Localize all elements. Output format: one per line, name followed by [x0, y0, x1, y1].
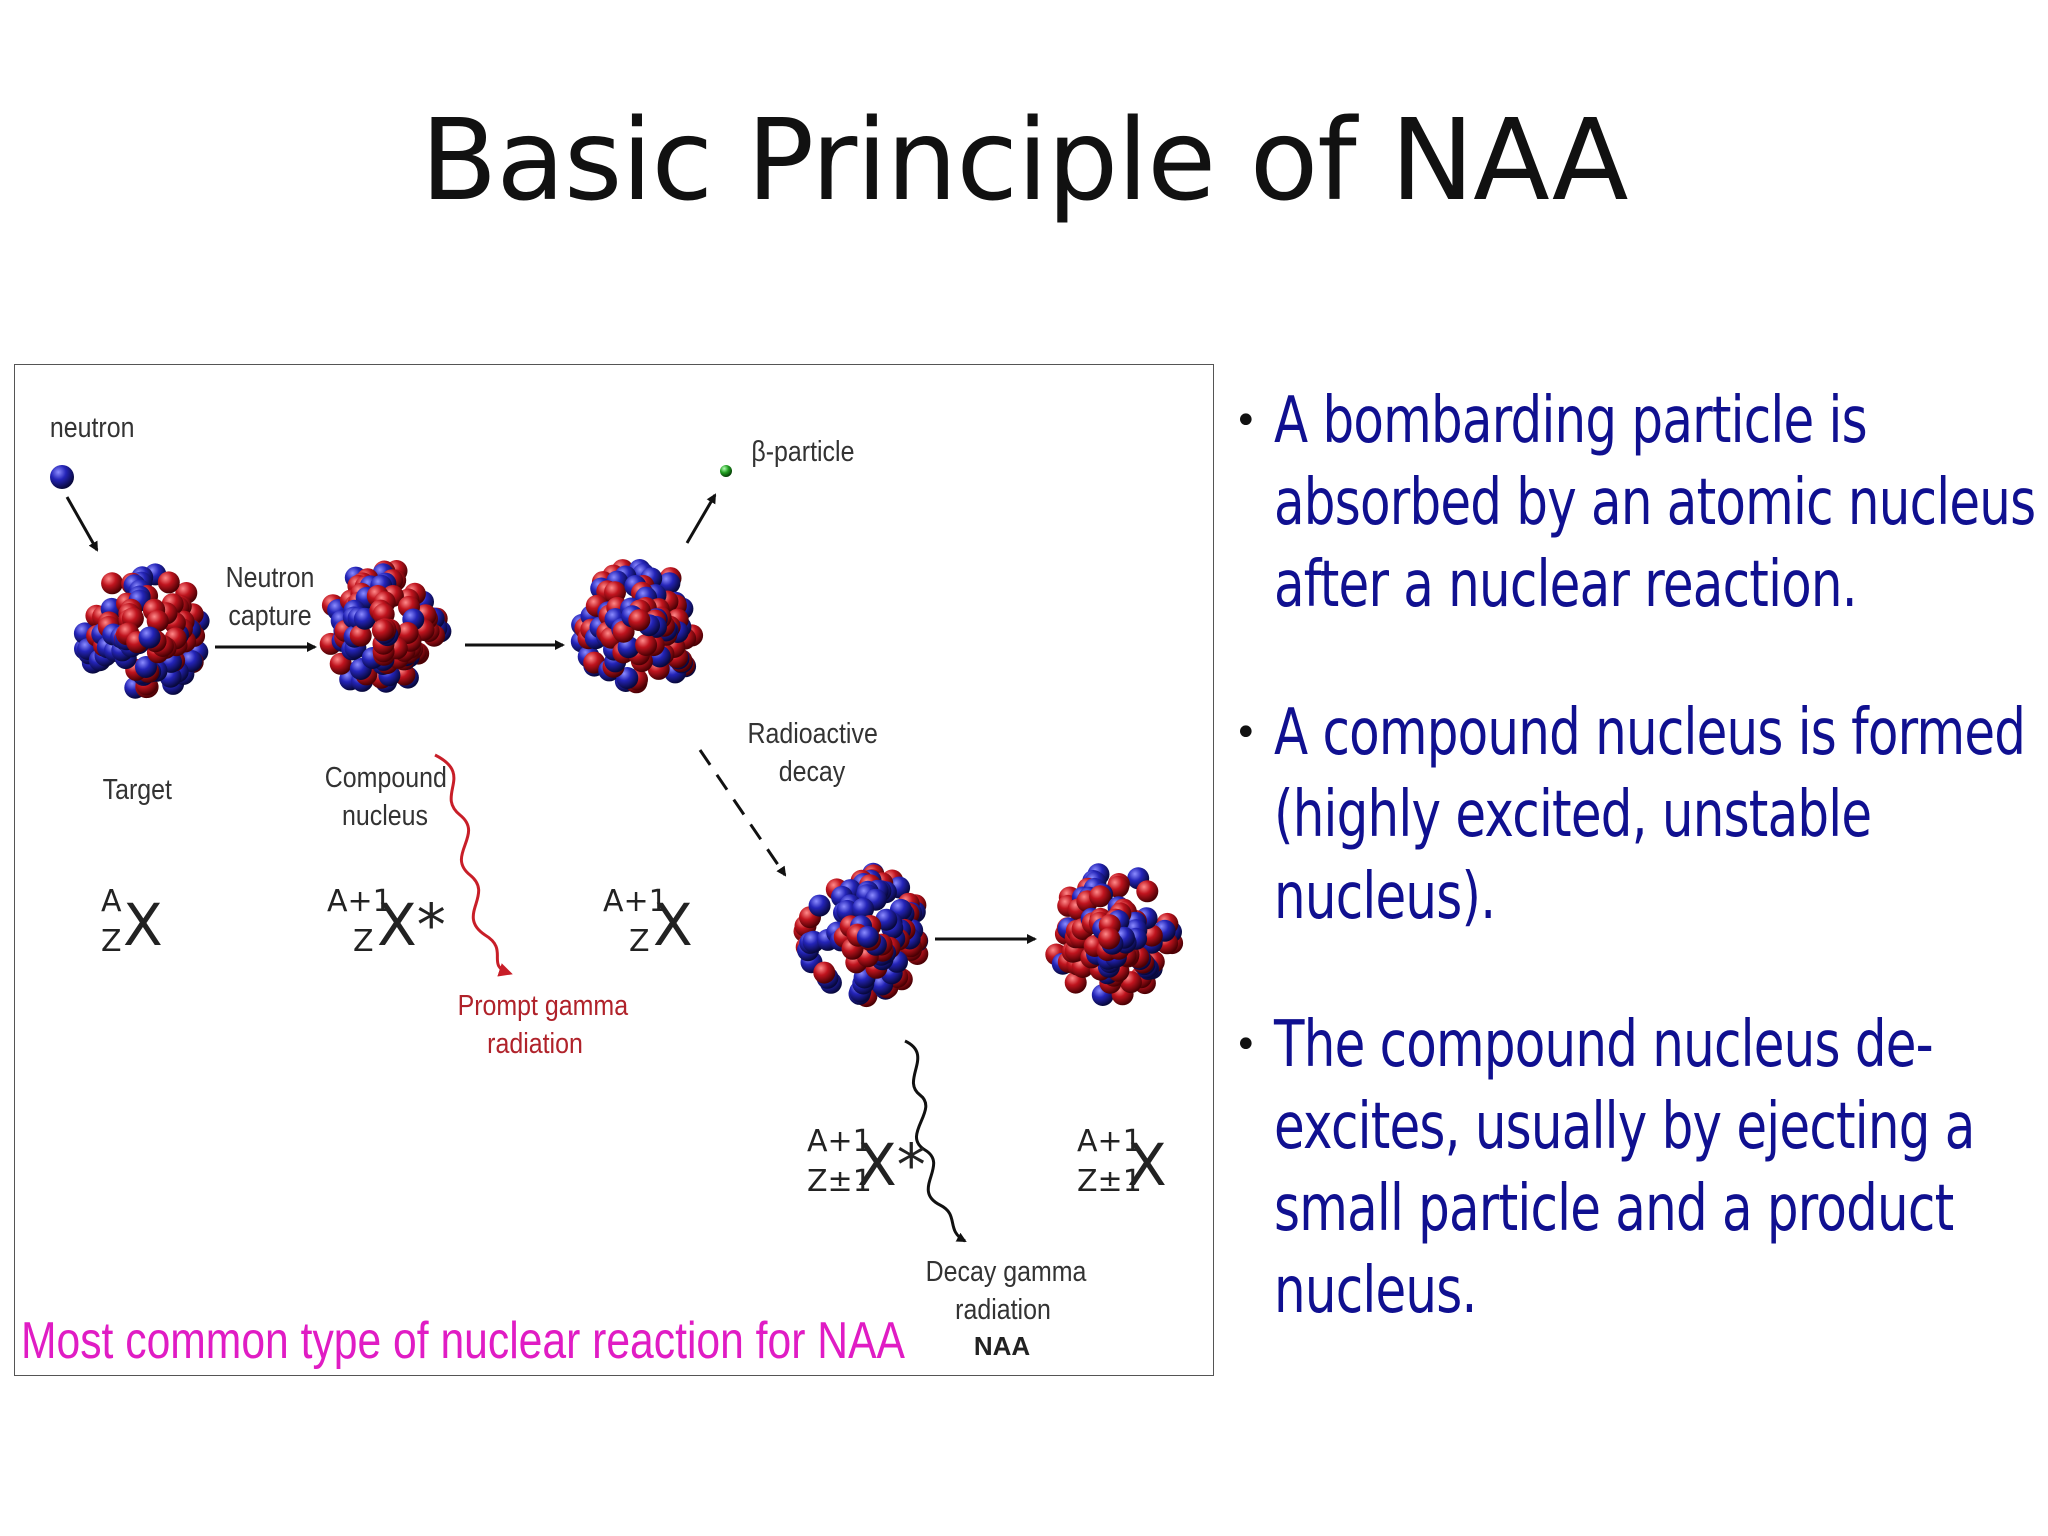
proton-ball	[1136, 880, 1158, 902]
naa-label: NAA	[973, 1331, 1031, 1361]
diagram-graphics	[15, 365, 1215, 1377]
radioactive-decay-label	[748, 715, 877, 791]
mass-number: A+1	[807, 1124, 872, 1159]
radioactive-decay-line-1: Radioactive	[747, 718, 878, 750]
bullet-text: The compound nucleus de-excites, usually by ejecting a small particle and a product nucleus.	[1274, 1008, 1975, 1328]
neutron-ball	[139, 627, 161, 649]
bullet-list	[1232, 380, 2036, 1398]
compound-nucleus-label	[325, 759, 445, 835]
slide-title: Basic Principle of NAA	[420, 96, 1628, 226]
mass-number: A	[101, 884, 122, 919]
proton-ball	[1089, 885, 1111, 907]
atomic-number: Z±1	[807, 1164, 872, 1199]
bullet-item	[1232, 380, 2036, 626]
neutron-label: neutron	[49, 412, 135, 444]
beta-particle-label: β-particle	[751, 436, 855, 468]
target-label: Target	[102, 774, 172, 806]
neutron-capture-label	[223, 559, 318, 635]
neutron-ball	[809, 895, 831, 917]
bullet-dot-icon: •	[1234, 1022, 1258, 1068]
element-symbol: X*	[377, 891, 446, 959]
neutron-ball	[857, 926, 879, 948]
beta-emission-arrow	[687, 495, 715, 543]
bullet-text: A compound nucleus is formed (highly excited, unstable nucleus).	[1274, 696, 2026, 934]
atomic-number: Z±1	[1077, 1164, 1142, 1199]
compound-nucleus	[320, 560, 452, 693]
atomic-number: Z	[101, 924, 122, 959]
decay-gamma-label	[925, 1253, 1087, 1329]
neutron-capture-line-2: capture	[228, 600, 312, 632]
proton-ball	[813, 962, 835, 984]
prompt-gamma-line-2: radiation	[487, 1028, 583, 1060]
element-symbol: X	[653, 891, 693, 959]
excited-product-nucleus	[794, 863, 929, 1007]
compound-nucleus-line-2: nucleus	[342, 800, 428, 832]
prompt-gamma-line-1: Prompt gamma	[457, 990, 629, 1022]
neutron-incoming-arrow	[67, 497, 97, 550]
neutron-capture-line-1: Neutron	[225, 562, 315, 594]
intermediate-nucleus	[571, 559, 703, 693]
proton-ball	[635, 634, 657, 656]
decay-gamma-line-2: radiation	[955, 1294, 1051, 1326]
compound-nucleus-line-1: Compound	[324, 762, 447, 794]
proton-ball	[101, 572, 123, 594]
mass-number: A+1	[603, 884, 668, 919]
element-symbol: X	[1127, 1131, 1167, 1199]
prompt-gamma-label	[457, 987, 629, 1063]
final-product-nucleus	[1045, 863, 1183, 1006]
neutron-particle	[50, 465, 74, 489]
decay-gamma-line-1: Decay gamma	[925, 1256, 1087, 1288]
beta-particle	[720, 465, 732, 477]
figure-caption: Most common type of nuclear reaction for NAA	[21, 1312, 905, 1370]
mass-number: A+1	[1077, 1124, 1142, 1159]
proton-ball	[158, 571, 180, 593]
proton-ball	[628, 609, 650, 631]
bullet-item	[1232, 1004, 2032, 1332]
element-symbol: X	[123, 891, 163, 959]
naa-diagram	[14, 364, 1214, 1376]
atomic-number: Z	[629, 924, 650, 959]
radioactive-decay-line-2: decay	[778, 756, 846, 788]
bullet-item	[1232, 692, 2032, 938]
element-symbol: X*	[857, 1131, 926, 1199]
proton-ball	[1098, 928, 1120, 950]
bullet-text: A bombarding particle is absorbed by an atomic nucleus after a nuclear reaction.	[1274, 384, 2036, 622]
target-nucleus	[74, 563, 210, 698]
proton-ball	[372, 619, 394, 641]
bullet-dot-icon: •	[1234, 398, 1258, 444]
mass-number: A+1	[327, 884, 392, 919]
bullet-dot-icon: •	[1234, 710, 1258, 756]
atomic-number: Z	[353, 924, 374, 959]
